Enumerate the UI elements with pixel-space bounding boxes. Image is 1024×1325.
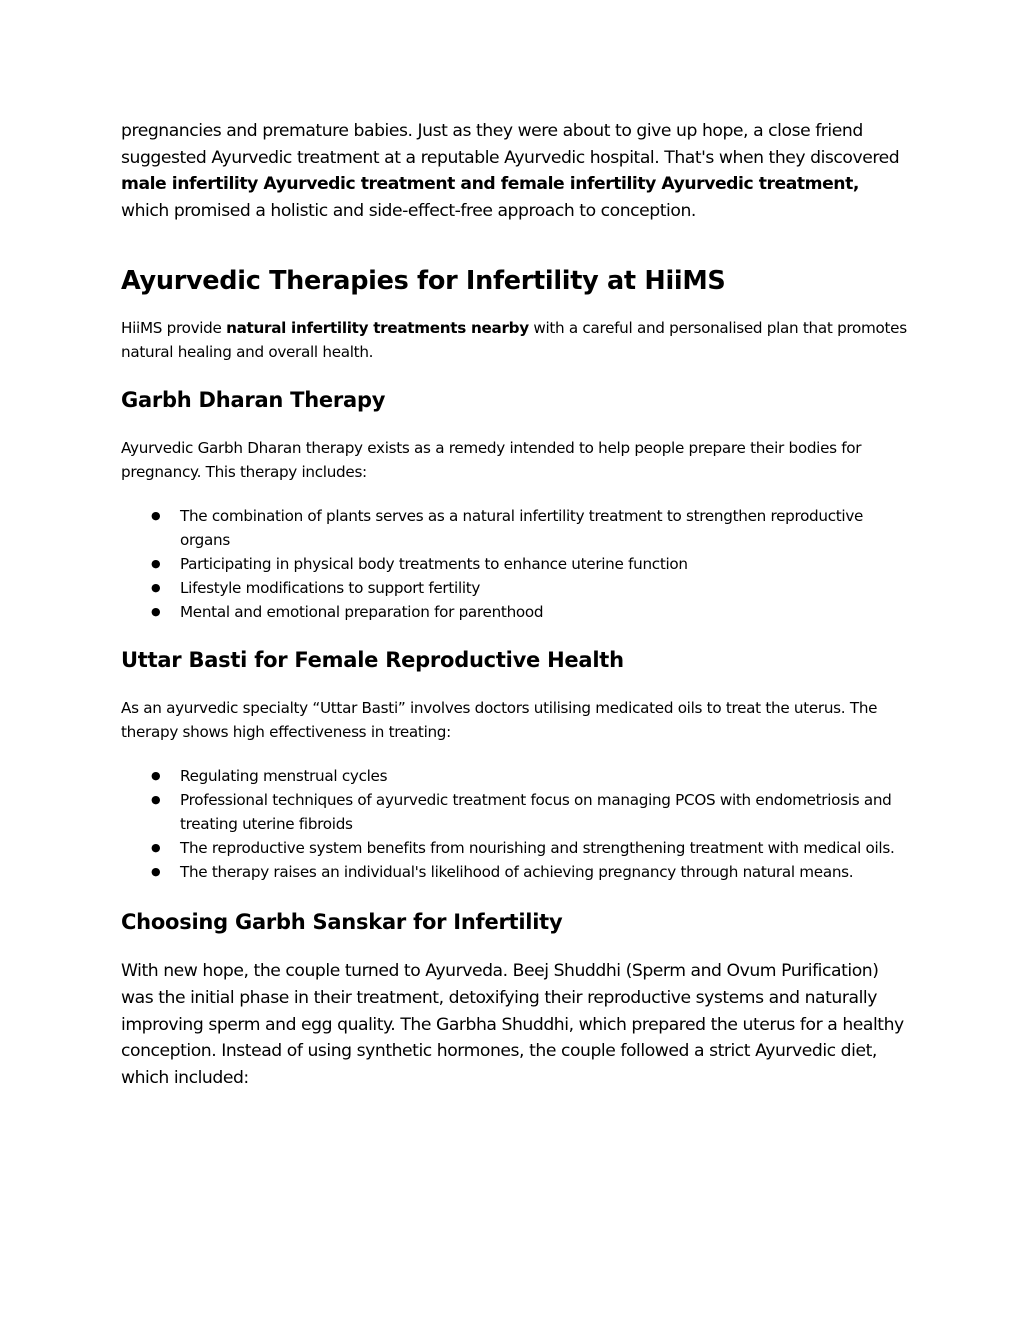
document-page: [121, 118, 911, 1091]
main-text-end: with a careful and personalised plan that promotes natural healing and overall health.: [121, 319, 907, 362]
main-bold-text: natural infertility treatments nearby: [226, 319, 529, 338]
main-paragraph: [121, 316, 911, 364]
garbh-sanskar-heading: Choosing Garbh Sanskar for Infertility: [121, 910, 563, 935]
garbh-dharan-paragraph: Ayurvedic Garbh Dharan therapy exists as a remedy intended to help people prepare their bodies for pregnancy. This therapy includes:: [121, 439, 862, 482]
garbh-dharan-list: [121, 504, 911, 624]
intro-text-end: which promised a holistic and side-effect-free approach to conception.: [121, 200, 696, 221]
intro-bold-text: male infertility Ayurvedic treatment and female infertility Ayurvedic treatment,: [121, 174, 859, 195]
uttar-basti-heading: Uttar Basti for Female Reproductive Health: [121, 648, 624, 673]
list-item: ● Regulating menstrual cycles: [180, 764, 911, 788]
uttar-basti-paragraph: As an ayurvedic specialty “Uttar Basti” involves doctors utilising medicated oils to treat the uterus. The therapy shows high effectiveness in treating:: [121, 699, 878, 742]
list-item: ● Participating in physical body treatments to enhance uterine function: [180, 552, 911, 576]
list-item: ● The combination of plants serves as a natural infertility treatment to strengthen reproductive organs: [180, 504, 911, 552]
list-item: ● The reproductive system benefits from nourishing and strengthening treatment with medical oils.: [180, 836, 911, 860]
list-item: ● The therapy raises an individual's likelihood of achieving pregnancy through natural means.: [180, 860, 911, 884]
intro-paragraph: [121, 118, 911, 224]
list-item: ● Professional techniques of ayurvedic treatment focus on managing PCOS with endometriosis and treating uterine fibroids: [180, 788, 911, 836]
main-text-start: HiiMS provide: [121, 319, 227, 338]
list-item: ● Mental and emotional preparation for parenthood: [180, 600, 911, 624]
garbh-sanskar-paragraph: With new hope, the couple turned to Ayurveda. Beej Shuddhi (Sperm and Ovum Purification) was the initial phase in their treatment, detoxifying their reproductive systems and naturally improving sperm and egg quality. The Garbha Shuddhi, which prepared the uterus for a healthy conception. Instead of using synthetic hormones, the couple followed a strict Ayurvedic diet, which included:: [121, 961, 904, 1088]
intro-text-start: pregnancies and premature babies. Just as they were about to give up hope, a close friend suggested Ayurvedic treatment at a reputable Ayurvedic hospital. That's when they discovered: [121, 121, 900, 168]
main-heading: Ayurvedic Therapies for Infertility at HiiMS: [121, 266, 726, 297]
uttar-basti-list: [121, 764, 911, 884]
list-item: ● Lifestyle modifications to support fertility: [180, 576, 911, 600]
garbh-dharan-heading: Garbh Dharan Therapy: [121, 388, 386, 413]
